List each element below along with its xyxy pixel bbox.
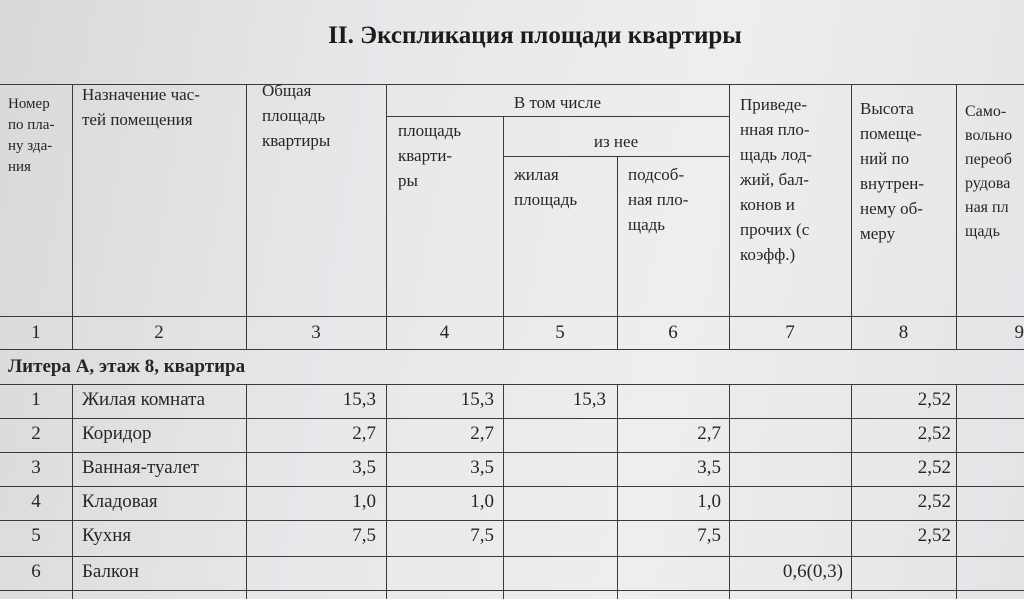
cell-n: 5 <box>31 525 41 546</box>
cell-flat: 3,5 <box>470 457 494 478</box>
cell-flat: 1,0 <box>470 491 494 512</box>
col-number: 9 <box>1014 322 1024 343</box>
col-number: 1 <box>31 322 41 343</box>
rule <box>0 316 1024 317</box>
cell-total: 3,5 <box>352 457 376 478</box>
col-number: 5 <box>555 322 565 343</box>
header-in-total: В том числе <box>513 93 602 112</box>
rule <box>0 384 1024 385</box>
cell-n: 2 <box>31 423 41 444</box>
header-reduced-area: Приведе- нная пло- щадь лод- жий, бал- конов и прочих (с коэфф.) <box>740 95 813 264</box>
header-room-purpose: Назначение час- тей помещения <box>82 85 200 129</box>
cell-n: 4 <box>31 491 41 512</box>
col-number: 2 <box>154 322 164 343</box>
col-number: 6 <box>668 322 678 343</box>
rule <box>386 116 729 117</box>
cell-total: 1,0 <box>352 491 376 512</box>
cell-height: 2,52 <box>917 491 951 512</box>
rule <box>386 84 387 349</box>
rule <box>956 84 957 349</box>
header-of-it: из нее <box>593 132 639 151</box>
rule <box>0 349 1024 350</box>
cell-name: Кухня <box>82 525 132 546</box>
cell-name: Ванная-туалет <box>82 457 200 478</box>
header-total-area: Общая площадь квартиры <box>262 81 331 150</box>
rule <box>0 486 1024 487</box>
header-living-area: жилая площадь <box>514 165 578 209</box>
cell-n: 1 <box>31 389 41 410</box>
cell-aux: 7,5 <box>697 525 721 546</box>
rule <box>0 556 1024 557</box>
cell-total: 2,7 <box>352 423 376 444</box>
cell-name: Жилая комната <box>82 389 206 410</box>
header-height: Высота помеще- ний по внутрен- нему об- меру <box>860 99 925 243</box>
col-number: 7 <box>785 322 795 343</box>
cell-living: 15,3 <box>572 389 606 410</box>
document-title: II. Экспликация площади квартиры <box>328 22 742 49</box>
rule <box>503 384 504 599</box>
cell-height: 2,52 <box>917 525 951 546</box>
rule <box>72 384 73 599</box>
cell-height: 2,52 <box>917 389 951 410</box>
header-plan-number: Номер по пла- ну зда- ния <box>8 96 55 175</box>
cell-total: 7,5 <box>352 525 376 546</box>
cell-name: Коридор <box>82 423 152 444</box>
col-number: 3 <box>311 322 321 343</box>
header-aux-area: подсоб- ная пло- щадь <box>628 165 689 234</box>
header-unauthorized-area: Само- вольно переоб рудова ная пл щадь <box>965 103 1013 240</box>
cell-n: 6 <box>31 561 41 582</box>
rule <box>851 84 852 349</box>
rule <box>0 452 1024 453</box>
col-number: 8 <box>898 322 909 343</box>
rule <box>0 520 1024 521</box>
rule <box>0 418 1024 419</box>
rule <box>0 590 1024 591</box>
cell-aux: 2,7 <box>697 423 721 444</box>
cell-flat: 15,3 <box>460 389 494 410</box>
rule <box>246 84 247 349</box>
cell-total: 15,3 <box>342 389 376 410</box>
cell-aux: 1,0 <box>697 491 721 512</box>
header-flat-area: площадь кварти- ры <box>398 121 462 190</box>
cell-name: Кладовая <box>82 491 158 512</box>
rule <box>729 84 730 349</box>
rule <box>72 84 73 349</box>
cell-loggia: 0,6(0,3) <box>782 561 843 582</box>
cell-flat: 7,5 <box>470 525 494 546</box>
cell-height: 2,52 <box>917 423 951 444</box>
rule <box>956 384 957 599</box>
cell-name: Балкон <box>82 561 139 582</box>
col-number: 4 <box>439 322 450 343</box>
cell-flat: 2,7 <box>470 423 494 444</box>
cell-height: 2,52 <box>917 457 951 478</box>
cell-n: 3 <box>31 457 41 478</box>
rule <box>503 156 729 157</box>
section-label: Литера А, этаж 8, квартира <box>8 356 246 377</box>
cell-aux: 3,5 <box>697 457 721 478</box>
